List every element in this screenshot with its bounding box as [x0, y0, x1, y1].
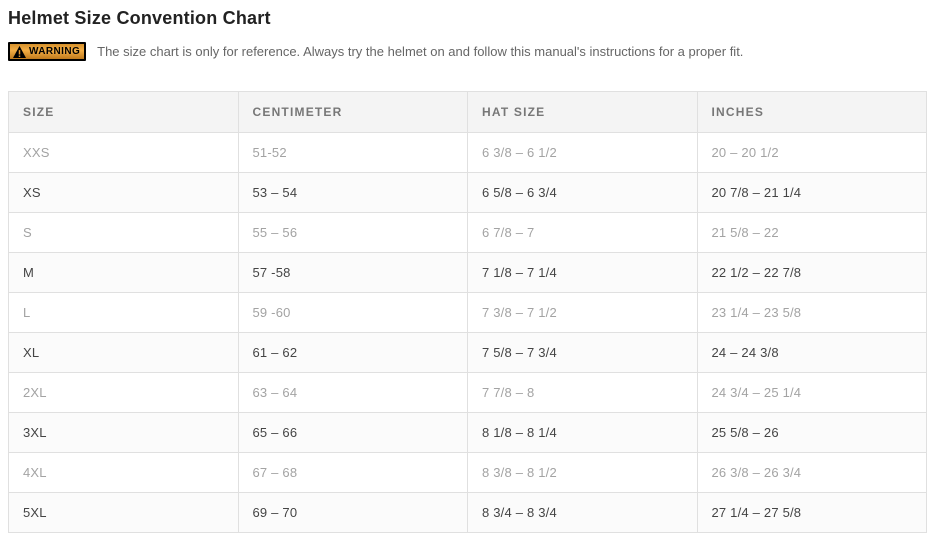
table-row: [9, 213, 927, 253]
cell-hat-size: 7 5/8 – 7 3/4: [468, 333, 698, 373]
table-row: [9, 333, 927, 373]
size-table-body: [9, 133, 927, 533]
warning-triangle-icon: [13, 46, 26, 58]
cell-centimeter: 51-52: [238, 133, 468, 173]
cell-hat-size: 6 3/8 – 6 1/2: [468, 133, 698, 173]
cell-size: XS: [9, 173, 239, 213]
column-header-size: SIZE: [9, 92, 239, 133]
cell-inches: 26 3/8 – 26 3/4: [697, 453, 927, 493]
warning-text: The size chart is only for reference. Always try the helmet on and follow this manual's instructions for a proper fit.: [97, 44, 744, 59]
cell-inches: 22 1/2 – 22 7/8: [697, 253, 927, 293]
cell-inches: 27 1/4 – 27 5/8: [697, 493, 927, 533]
cell-size: 5XL: [9, 493, 239, 533]
cell-centimeter: 53 – 54: [238, 173, 468, 213]
cell-size: XXS: [9, 133, 239, 173]
page-title: Helmet Size Convention Chart: [8, 8, 271, 28]
column-header-centimeter: CENTIMETER: [238, 92, 468, 133]
cell-size: S: [9, 213, 239, 253]
table-row: [9, 493, 927, 533]
cell-hat-size: 6 7/8 – 7: [468, 213, 698, 253]
table-row: [9, 453, 927, 493]
cell-centimeter: 69 – 70: [238, 493, 468, 533]
cell-hat-size: 8 3/8 – 8 1/2: [468, 453, 698, 493]
cell-centimeter: 63 – 64: [238, 373, 468, 413]
column-header-inches: INCHES: [697, 92, 927, 133]
cell-centimeter: 55 – 56: [238, 213, 468, 253]
cell-inches: 24 – 24 3/8: [697, 333, 927, 373]
cell-centimeter: 59 -60: [238, 293, 468, 333]
cell-inches: 23 1/4 – 23 5/8: [697, 293, 927, 333]
cell-size: 3XL: [9, 413, 239, 453]
table-row: [9, 413, 927, 453]
column-header-hat-size: HAT SIZE: [468, 92, 698, 133]
cell-size: 4XL: [9, 453, 239, 493]
cell-hat-size: 8 1/8 – 8 1/4: [468, 413, 698, 453]
cell-inches: 21 5/8 – 22: [697, 213, 927, 253]
size-table-head: [9, 92, 927, 133]
cell-size: 2XL: [9, 373, 239, 413]
table-row: [9, 133, 927, 173]
cell-inches: 20 – 20 1/2: [697, 133, 927, 173]
table-row: [9, 373, 927, 413]
warning-badge: [8, 42, 86, 61]
cell-centimeter: 67 – 68: [238, 453, 468, 493]
cell-hat-size: 7 7/8 – 8: [468, 373, 698, 413]
cell-centimeter: 65 – 66: [238, 413, 468, 453]
table-row: [9, 173, 927, 213]
table-row: [9, 253, 927, 293]
cell-inches: 24 3/4 – 25 1/4: [697, 373, 927, 413]
cell-hat-size: 7 1/8 – 7 1/4: [468, 253, 698, 293]
cell-centimeter: 61 – 62: [238, 333, 468, 373]
cell-hat-size: 6 5/8 – 6 3/4: [468, 173, 698, 213]
cell-hat-size: 8 3/4 – 8 3/4: [468, 493, 698, 533]
size-table: [8, 91, 927, 533]
cell-centimeter: 57 -58: [238, 253, 468, 293]
warning-note: [8, 42, 927, 61]
cell-size: L: [9, 293, 239, 333]
cell-size: XL: [9, 333, 239, 373]
cell-size: M: [9, 253, 239, 293]
cell-inches: 20 7/8 – 21 1/4: [697, 173, 927, 213]
cell-hat-size: 7 3/8 – 7 1/2: [468, 293, 698, 333]
warning-badge-label: WARNING: [29, 45, 81, 57]
table-row: [9, 293, 927, 333]
size-table-header-row: [9, 92, 927, 133]
cell-inches: 25 5/8 – 26: [697, 413, 927, 453]
